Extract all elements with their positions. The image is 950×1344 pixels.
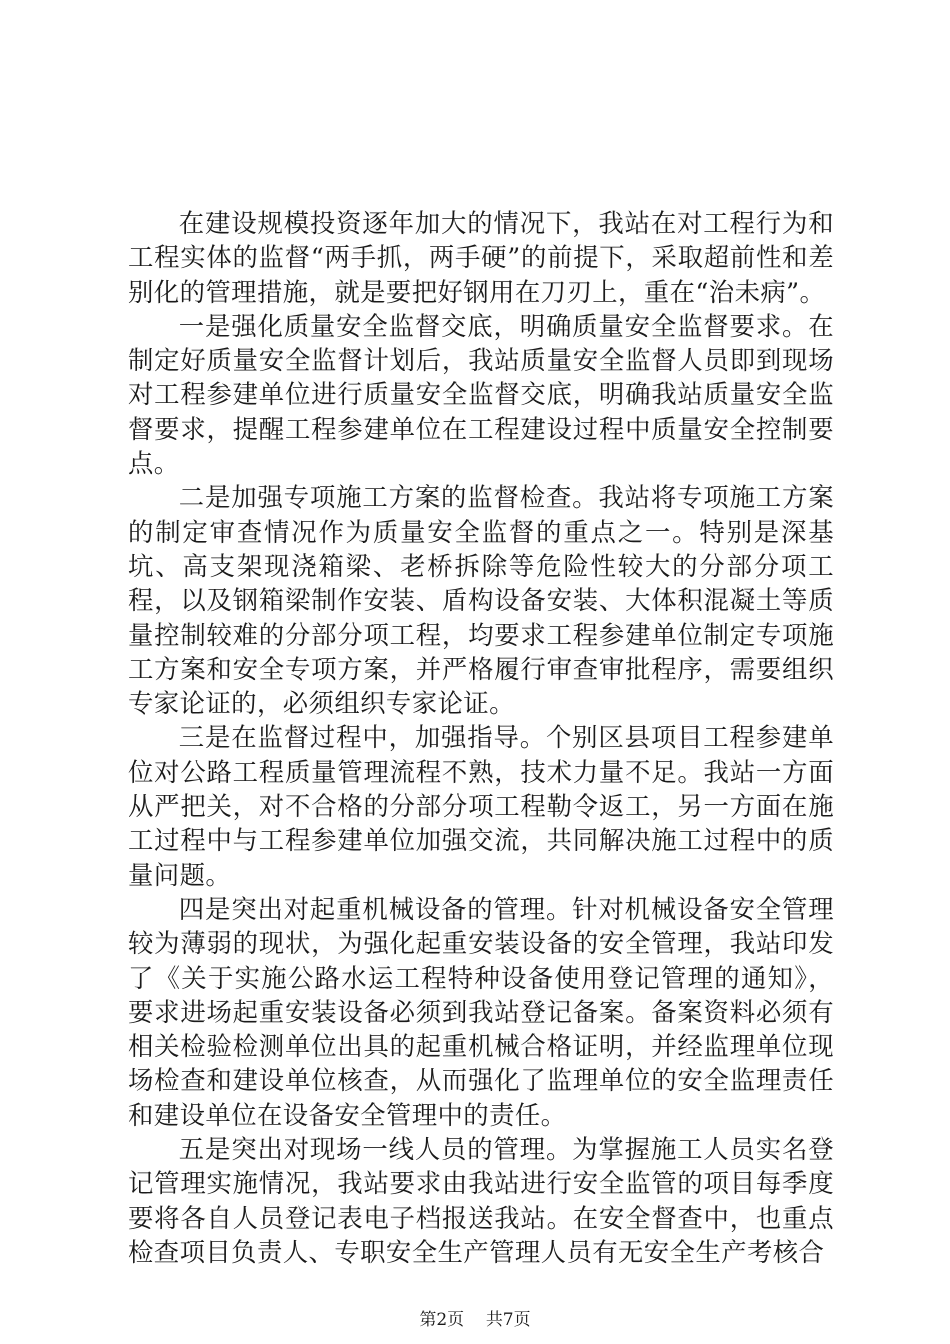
paragraph-5: 五是突出对现场一线人员的管理。为掌握施工人员实名登记管理实施情况，我站要求由我站进行安全监管的项目每季度要将各自人员登记表电子档报送我站。在安全督查中，也重点检查项目负责人、专职安全生产管理人员有无安全生产考核合 <box>128 1134 834 1267</box>
body-text <box>128 206 834 1269</box>
footer-gap <box>470 1310 481 1330</box>
total-pages: 共7页 <box>485 1310 531 1330</box>
paragraph-1: 一是强化质量安全监督交底，明确质量安全监督要求。在制定好质量安全监督计划后，我站质量安全监督人员即到现场对工程参建单位进行质量安全监督交底，明确我站质量安全监督要求，提醒工程参建单位在工程建设过程中质量安全控制要点。 <box>128 310 834 479</box>
paragraph-3: 三是在监督过程中，加强指导。个别区县项目工程参建单位对公路工程质量管理流程不熟，技术力量不足。我站一方面从严把关，对不合格的分部分项工程勒令返工，另一方面在施工过程中与工程参建单位加强交流，共同解决施工过程中的质量问题。 <box>128 722 834 890</box>
paragraph-4: 四是突出对起重机械设备的管理。针对机械设备安全管理较为薄弱的现状，为强化起重安装设备的安全管理，我站印发了《关于实施公路水运工程特种设备使用登记管理的通知》，要求进场起重安装设备必须到我站登记备案。备案资料必须有相关检验检测单位出具的起重机械合格证明，并经监理单位现场检查和建设单位核查，从而强化了监理单位的安全监理责任和建设单位在设备安全管理中的责任。 <box>128 893 834 1130</box>
paragraph-2: 二是加强专项施工方案的监督检查。我站将专项施工方案的制定审查情况作为质量安全监督的重点之一。特别是深基坑、高支架现浇箱梁、老桥拆除等危险性较大的分部分项工程，以及钢箱梁制作安装、盾构设备安装、大体积混凝土等质量控制较难的分部分项工程，均要求工程参建单位制定专项施工方案和安全专项方案，并严格履行审查审批程序，需要组织专家论证的，必须组织专家论证。 <box>128 482 834 719</box>
page-footer <box>0 1310 950 1330</box>
page-number: 第2页 <box>419 1310 465 1330</box>
paragraph-intro: 在建设规模投资逐年加大的情况下，我站在对工程行为和工程实体的监督“两手抓，两手硬”的前提下，采取超前性和差别化的管理措施，就是要把好钢用在刀刃上，重在“治未病”。 <box>128 208 834 307</box>
